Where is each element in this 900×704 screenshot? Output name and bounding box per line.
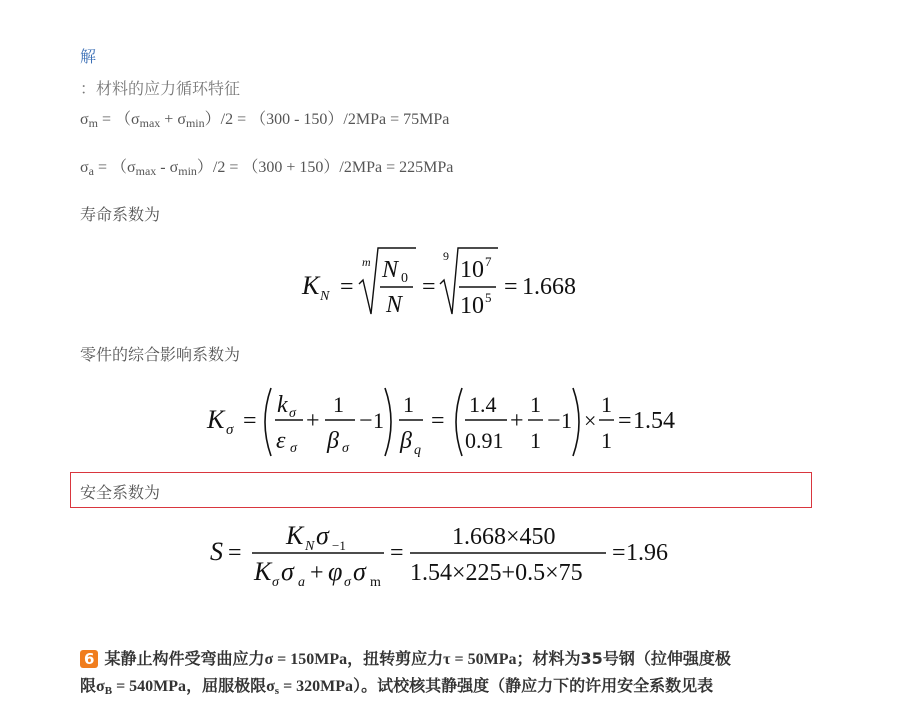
svg-text:1: 1 xyxy=(601,392,612,417)
svg-text:9: 9 xyxy=(443,249,449,263)
svg-text:m: m xyxy=(362,255,371,269)
question-number-badge: 6 xyxy=(80,650,98,668)
svg-text:N: N xyxy=(305,539,315,554)
svg-text:k: k xyxy=(277,392,288,418)
svg-text:5: 5 xyxy=(485,290,492,305)
svg-text:K: K xyxy=(254,557,272,586)
svg-text:−: − xyxy=(547,408,561,434)
sigma-m-formula: $\sigma_m = (\sigma_{max} + \sigma_{min})/2 = (300 - 150)/2MPa = 75MPa$ xyxy=(80,111,450,130)
svg-text:φ: φ xyxy=(328,557,343,586)
part-factor-label: 零件的综合影响系数为 xyxy=(80,345,241,364)
question-line-2: 限$\sigma_B = 540MPa$，屈服极限$\sigma_s = 320MPa$）。试校核其静强度（静应力下的许用安全系数见表 xyxy=(80,676,714,697)
life-factor-label: 寿命系数为 xyxy=(80,205,161,224)
svg-text:1: 1 xyxy=(373,408,384,433)
header-text: ：材料的应力循环特征 xyxy=(80,79,241,98)
question-line-1: 6 某静止构件受弯曲应力σ = 150MPa，扭转剪应力τ = 50MPa；材料为35号钢（拉伸强度极 xyxy=(80,646,731,673)
svg-text:1: 1 xyxy=(561,408,572,433)
svg-text:σ: σ xyxy=(290,441,297,456)
svg-text:=: = xyxy=(340,274,354,300)
svg-text:σ: σ xyxy=(272,575,279,590)
svg-text:=: = xyxy=(390,540,404,566)
svg-text:10: 10 xyxy=(460,293,484,319)
svg-text:m: m xyxy=(370,575,381,590)
question-6 xyxy=(80,646,731,704)
svg-text:=: = xyxy=(243,408,257,434)
svg-text:σ: σ xyxy=(344,575,351,590)
svg-text:−: − xyxy=(359,408,373,434)
header-fragment xyxy=(80,47,310,98)
svg-text:S: S xyxy=(210,537,223,566)
svg-text:−1: −1 xyxy=(332,538,346,553)
svg-text:1: 1 xyxy=(403,392,414,417)
svg-text:=: = xyxy=(612,540,626,566)
svg-text:1.668: 1.668 xyxy=(522,274,576,300)
svg-text:1.4: 1.4 xyxy=(469,392,497,417)
svg-text:+: + xyxy=(306,408,320,434)
ksigma-equation xyxy=(205,384,685,460)
sigma-a-formula: $\sigma_a = (\sigma_{max} - \sigma_{min})/2 = (300 + 150)/2MPa = 225MPa$ xyxy=(80,159,454,178)
svg-text:q: q xyxy=(414,443,421,458)
svg-text:N: N xyxy=(320,289,330,304)
svg-text:σ: σ xyxy=(289,406,296,421)
kn-equation xyxy=(300,244,600,322)
svg-text:0.91: 0.91 xyxy=(465,428,504,453)
svg-text:10: 10 xyxy=(460,257,484,283)
svg-text:β: β xyxy=(400,428,412,454)
svg-text:σ: σ xyxy=(342,441,349,456)
svg-text:K: K xyxy=(286,521,304,550)
svg-text:σ: σ xyxy=(316,521,329,550)
svg-text:1: 1 xyxy=(601,428,612,453)
svg-text:1: 1 xyxy=(530,428,541,453)
svg-text:σ: σ xyxy=(281,557,294,586)
svg-text:ε: ε xyxy=(276,428,286,454)
svg-text:β: β xyxy=(327,428,339,454)
svg-text:=: = xyxy=(618,408,632,434)
svg-text:1.96: 1.96 xyxy=(626,540,668,566)
svg-text:=: = xyxy=(504,274,518,300)
svg-text:×: × xyxy=(584,408,597,433)
svg-text:K: K xyxy=(207,405,225,434)
svg-text:=: = xyxy=(431,408,445,434)
svg-text:σ: σ xyxy=(226,422,234,438)
svg-text:1: 1 xyxy=(333,392,344,417)
svg-text:1: 1 xyxy=(530,392,541,417)
svg-text:0: 0 xyxy=(401,271,408,286)
svg-text:1.54×225+0.5×75: 1.54×225+0.5×75 xyxy=(410,560,583,586)
svg-text:7: 7 xyxy=(485,254,492,269)
svg-text:K: K xyxy=(302,271,320,300)
svg-text:1.668×450: 1.668×450 xyxy=(452,524,556,550)
svg-text:1.54: 1.54 xyxy=(633,408,675,434)
safety-factor-label: 安全系数为 xyxy=(80,483,161,502)
svg-text:+: + xyxy=(310,560,324,586)
svg-text:σ: σ xyxy=(353,557,366,586)
svg-text:=: = xyxy=(228,540,242,566)
svg-text:+: + xyxy=(510,408,524,434)
safety-factor-highlight xyxy=(70,472,812,508)
header-prefix: 解 xyxy=(80,47,97,66)
svg-text:=: = xyxy=(422,274,436,300)
s-equation xyxy=(208,518,678,590)
svg-text:N: N xyxy=(386,292,403,318)
svg-text:N: N xyxy=(382,257,399,283)
svg-text:a: a xyxy=(298,575,305,590)
